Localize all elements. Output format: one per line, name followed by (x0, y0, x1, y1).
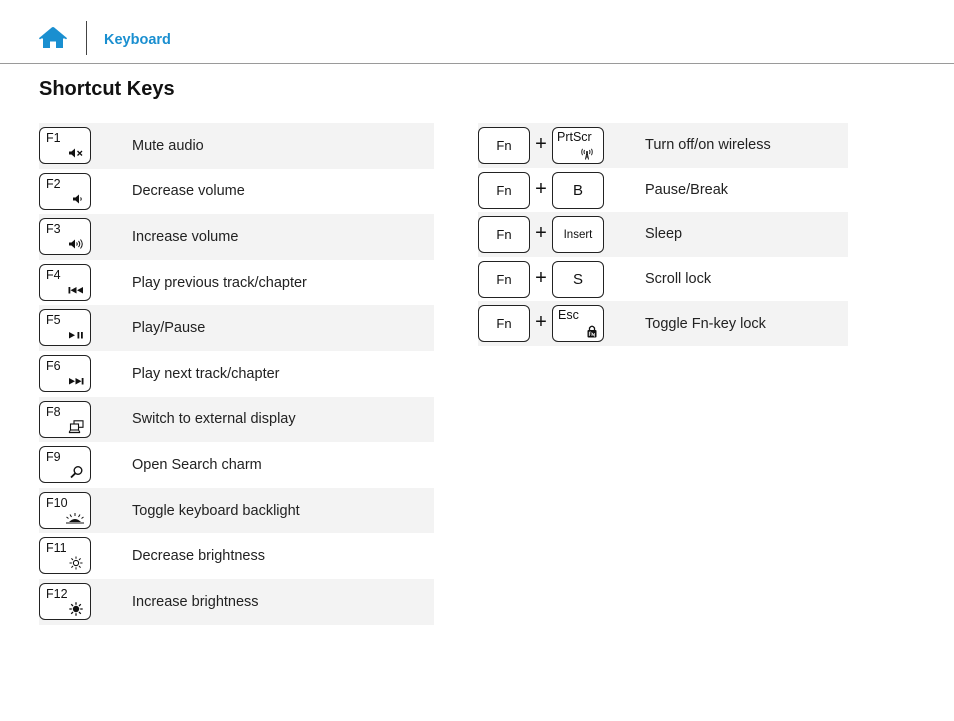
plus-sign: + (535, 177, 547, 200)
key-label: F3 (46, 222, 61, 237)
key-description: Pause/Break (645, 181, 729, 198)
key-label: F9 (46, 450, 61, 465)
key-label: Fn (496, 227, 512, 243)
plus-sign: + (535, 266, 547, 289)
key-label: PrtScr (557, 130, 592, 144)
table-row (39, 260, 434, 306)
key-description: Increase brightness (132, 593, 259, 610)
key-label: Fn (496, 316, 512, 332)
key-description: Toggle keyboard backlight (132, 502, 300, 519)
table-row (39, 397, 434, 443)
external-display-icon (68, 420, 84, 434)
table-row (39, 579, 434, 625)
page-title: Shortcut Keys (39, 78, 175, 100)
key-label: F11 (46, 541, 67, 556)
key-f5 (39, 309, 91, 346)
key-label: Fn (496, 182, 512, 198)
key-description: Sleep (645, 226, 683, 243)
plus-sign: + (535, 222, 547, 245)
header-rule (0, 63, 954, 64)
key-description: Switch to external display (132, 411, 296, 428)
previous-track-icon (68, 284, 84, 296)
key-esc (552, 305, 604, 342)
home-icon[interactable] (39, 27, 67, 49)
function-key-table (39, 123, 434, 625)
table-row (39, 123, 434, 169)
key-description: Play/Pause (132, 320, 206, 337)
key-description: Scroll lock (645, 271, 712, 288)
key-description: Turn off/on wireless (645, 137, 771, 154)
key-description: Mute audio (132, 137, 204, 154)
table-row (39, 351, 434, 397)
key-prtscr (552, 127, 604, 164)
key-fn (478, 305, 530, 342)
plus-sign: + (535, 311, 547, 334)
table-row (478, 123, 848, 168)
key-f11 (39, 537, 91, 574)
table-row (39, 214, 434, 260)
fn-combo-table (478, 123, 848, 346)
key-label: F4 (46, 267, 61, 282)
key-f6 (39, 355, 91, 392)
volume-up-icon (68, 238, 84, 250)
key-description: Increase volume (132, 228, 239, 245)
table-row (39, 488, 434, 534)
key-label: Insert (563, 228, 593, 241)
table-row (39, 169, 434, 215)
key-f8 (39, 401, 91, 438)
table-row (478, 212, 848, 257)
key-fn (478, 261, 530, 298)
key-label: F10 (46, 495, 68, 510)
brightness-down-icon (69, 556, 83, 570)
table-row (478, 168, 848, 213)
key-f1 (39, 127, 91, 164)
key-description: Play previous track/chapter (132, 274, 307, 291)
brightness-up-icon (69, 602, 83, 616)
table-row (478, 301, 848, 346)
fn-lock-icon (584, 324, 600, 338)
key-label: F2 (46, 176, 61, 191)
key-f3 (39, 218, 91, 255)
key-description: Decrease volume (132, 183, 245, 200)
key-description: Decrease brightness (132, 548, 265, 565)
search-icon (68, 465, 84, 479)
table-row (39, 533, 434, 579)
page-header (0, 0, 954, 64)
keyboard-backlight-icon (65, 512, 85, 524)
key-s (552, 261, 604, 298)
key-label: S (572, 270, 583, 288)
key-fn (478, 216, 530, 253)
key-label: F1 (46, 131, 61, 145)
volume-down-icon (68, 193, 84, 205)
key-label: B (572, 181, 583, 199)
table-row (39, 442, 434, 488)
key-b (552, 172, 604, 209)
key-label: F8 (46, 404, 61, 419)
key-description: Open Search charm (132, 456, 262, 473)
key-label: F6 (46, 358, 61, 373)
key-label: Fn (496, 138, 512, 153)
key-label: Esc (558, 308, 579, 323)
key-f9 (39, 446, 91, 483)
key-label: Fn (496, 271, 512, 287)
header-divider (86, 21, 87, 55)
key-insert (552, 216, 604, 253)
table-row (478, 257, 848, 302)
key-fn (478, 127, 530, 164)
key-f4 (39, 264, 91, 301)
wireless-icon (579, 148, 595, 160)
key-f12 (39, 583, 91, 620)
table-row (39, 305, 434, 351)
breadcrumb-keyboard[interactable]: Keyboard (104, 32, 171, 48)
plus-sign: + (535, 133, 547, 155)
key-description: Toggle Fn-key lock (645, 315, 766, 332)
key-fn (478, 172, 530, 209)
next-track-icon (68, 375, 84, 387)
play-pause-icon (68, 329, 84, 341)
key-label: F5 (46, 313, 61, 328)
key-f2 (39, 173, 91, 210)
mute-icon (68, 147, 84, 159)
key-f10 (39, 492, 91, 529)
key-description: Play next track/chapter (132, 365, 280, 382)
key-label: F12 (46, 586, 68, 601)
